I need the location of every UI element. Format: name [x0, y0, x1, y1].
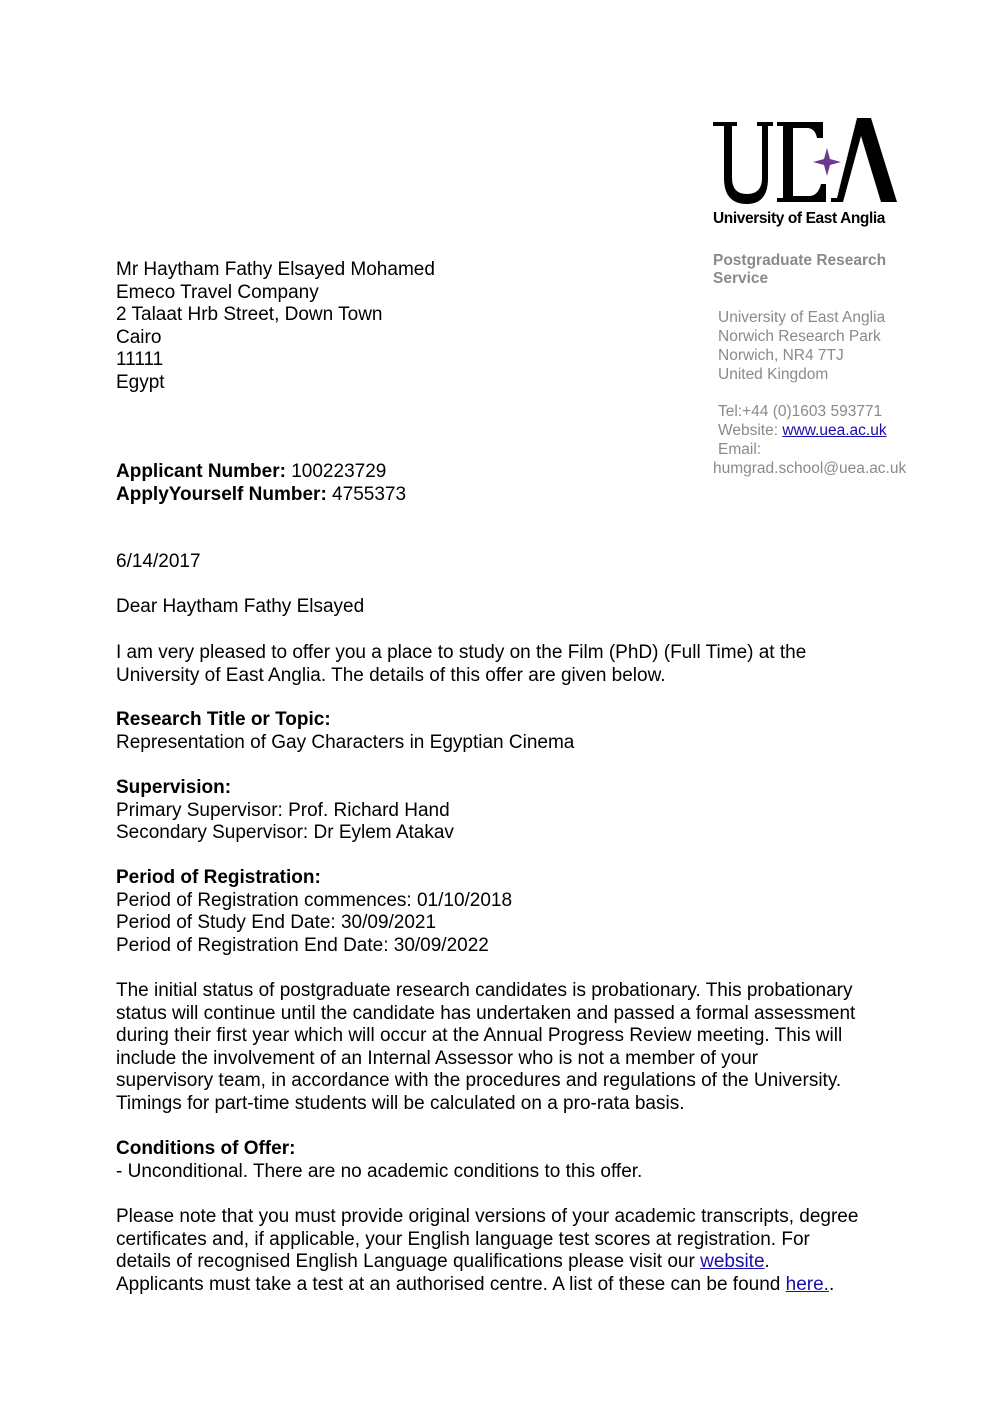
salutation: Dear Haytham Fathy Elsayed	[116, 596, 365, 617]
sender-email: humgrad.school@uea.ac.uk	[713, 460, 907, 477]
note-line-text: details of recognised English Language qualifications please visit our	[116, 1251, 701, 1273]
website-link[interactable]: www.uea.ac.uk	[782, 422, 887, 439]
registration-heading: Period of Registration:	[116, 867, 321, 888]
note-line-text: Applicants must take a test at an authorised centre. A list of these can be found	[116, 1273, 786, 1295]
recipient-line: Mr Haytham Fathy Elsayed Mohamed	[116, 259, 435, 280]
address-line: University of East Anglia	[718, 309, 886, 326]
star-icon	[813, 148, 841, 176]
email-label: Email:	[718, 441, 762, 458]
note-paragraph	[116, 1206, 858, 1296]
sender-contact	[718, 402, 887, 459]
sender-address	[718, 308, 885, 384]
intro-line: University of East Anglia. The details of this offer are given below.	[116, 664, 666, 686]
recipient-line: 11111	[116, 349, 164, 371]
note-punctuation: .	[828, 1273, 835, 1295]
department-line: Postgraduate Research	[713, 252, 887, 269]
uea-logo-mark	[711, 116, 901, 208]
tel-line: Tel:+44 (0)1603 593771	[718, 403, 883, 420]
address-line: Norwich, NR4 7TJ	[718, 347, 844, 364]
applicant-number-value: 100223729	[285, 461, 387, 482]
note-line	[116, 1274, 858, 1297]
applyyourself-number-value: 4755373	[326, 483, 407, 505]
uea-logo	[711, 116, 901, 230]
address-line: Norwich Research Park	[718, 328, 881, 345]
recipient-line: Cairo	[116, 326, 162, 348]
research-heading: Research Title or Topic:	[116, 709, 331, 730]
registration-line: Period of Registration commences: 01/10/2018	[116, 889, 513, 911]
research-section	[116, 709, 574, 754]
registration-line: Period of Registration End Date: 30/09/2022	[116, 934, 489, 956]
applicant-numbers	[116, 461, 406, 506]
logo-caption: University of East Anglia	[713, 210, 886, 227]
conditions-heading: Conditions of Offer:	[116, 1138, 296, 1159]
registration-section	[116, 867, 512, 957]
note-line: certificates and, if applicable, your English language test scores at registration. For	[116, 1228, 810, 1250]
website-label: Website:	[718, 422, 783, 439]
test-centres-here-link[interactable]: here.	[785, 1273, 829, 1295]
website-line	[718, 421, 887, 440]
status-line: The initial status of postgraduate research candidates is probationary. This probationary	[116, 980, 853, 1001]
recipient-line: Egypt	[116, 371, 165, 393]
status-paragraph	[116, 980, 855, 1116]
registration-line: Period of Study End Date: 30/09/2021	[116, 912, 437, 934]
status-line: supervisory team, in accordance with the procedures and regulations of the University.	[116, 1070, 842, 1092]
intro-paragraph	[116, 642, 806, 687]
applyyourself-number-label: ApplyYourself Number:	[116, 483, 327, 505]
applyyourself-number	[116, 484, 406, 507]
note-line: Please note that you must provide original versions of your academic transcripts, degree	[116, 1206, 859, 1227]
note-line	[116, 1251, 858, 1274]
applicant-number-label: Applicant Number:	[116, 461, 286, 482]
applicant-number	[116, 461, 406, 484]
sender-department	[713, 252, 886, 288]
recipient-line: Emeco Travel Company	[116, 281, 319, 303]
note-punctuation: .	[764, 1251, 770, 1273]
letter-date: 6/14/2017	[116, 551, 201, 572]
address-line: United Kingdom	[718, 366, 829, 383]
english-qualifications-website-link[interactable]: website	[700, 1251, 765, 1273]
department-line: Service	[713, 270, 769, 287]
supervision-section	[116, 777, 454, 845]
intro-line: I am very pleased to offer you a place to study on the Film (PhD) (Full Time) at the	[116, 642, 807, 663]
status-line: during their first year which will occur at the Annual Progress Review meeting. This will	[116, 1025, 843, 1047]
status-line: status will continue until the candidate has undertaken and passed a formal assessment	[116, 1002, 856, 1024]
conditions-section	[116, 1138, 642, 1183]
recipient-line: 2 Talaat Hrb Street, Down Town	[116, 304, 383, 326]
recipient-address	[116, 259, 435, 395]
research-value: Representation of Gay Characters in Egyptian Cinema	[116, 731, 575, 753]
conditions-value: - Unconditional. There are no academic conditions to this offer.	[116, 1160, 643, 1182]
supervision-heading: Supervision:	[116, 777, 232, 798]
secondary-supervisor: Secondary Supervisor: Dr Eylem Atakav	[116, 822, 454, 844]
status-line: include the involvement of an Internal Assessor who is not a member of your	[116, 1047, 759, 1069]
primary-supervisor: Primary Supervisor: Prof. Richard Hand	[116, 799, 450, 821]
status-line: Timings for part-time students will be calculated on a pro-rata basis.	[116, 1092, 685, 1114]
